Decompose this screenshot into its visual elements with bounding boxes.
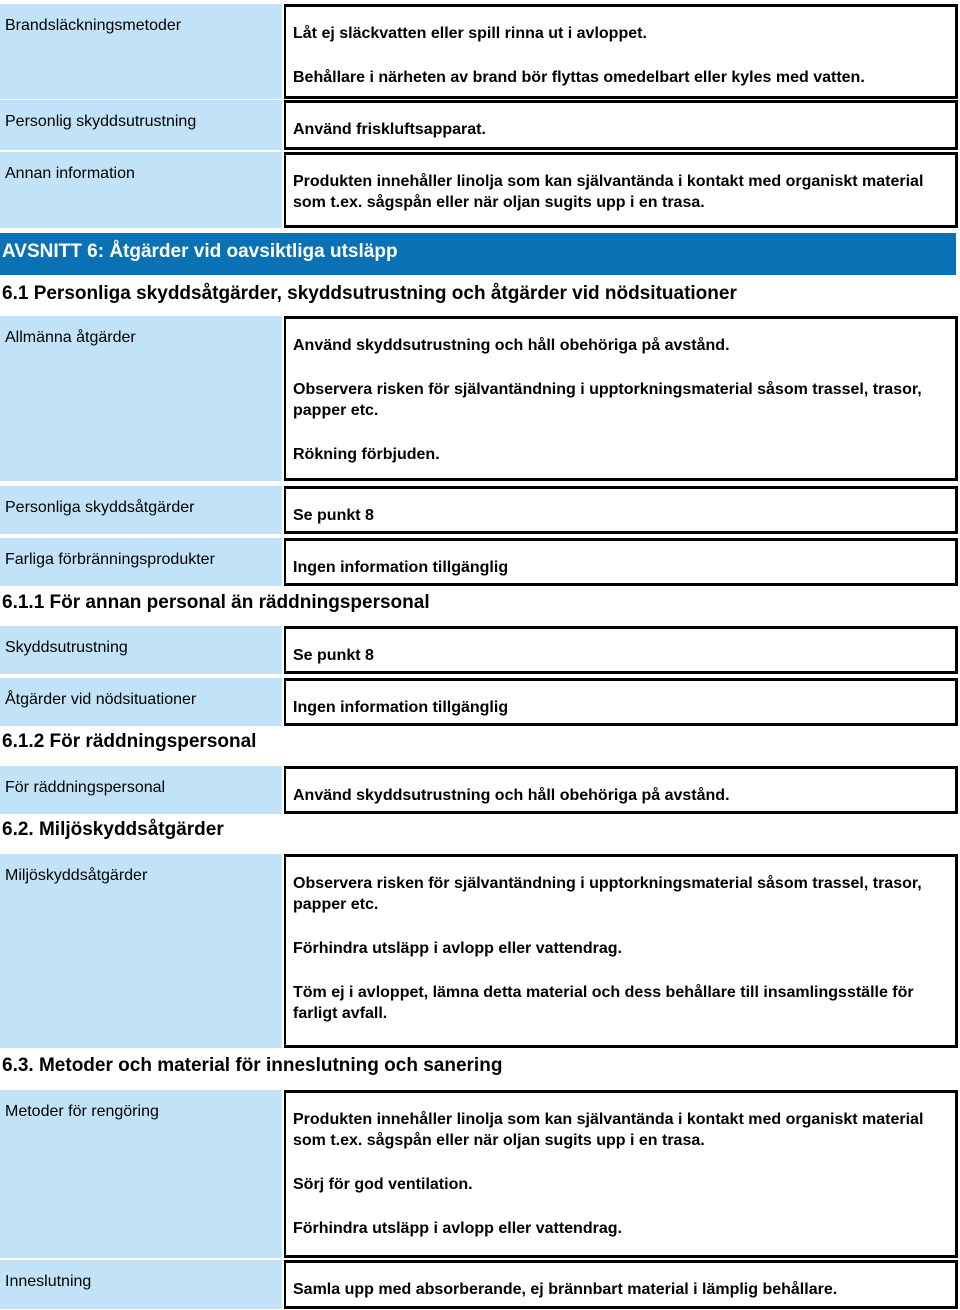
row-value (284, 100, 958, 150)
value-text: Förhindra utsläpp i avlopp eller vattendrag. (293, 940, 622, 957)
row-personliga-skyddsatgarder (0, 486, 960, 534)
row-label: Miljöskyddsåtgärder (0, 854, 282, 1048)
value-text: Observera risken för självantändning i upptorkningsmaterial såsom trassel, trasor, papper etc. (293, 875, 922, 913)
value-text: Observera risken för självantändning i upptorkningsmaterial såsom trassel, trasor, papper etc. (293, 381, 922, 419)
row-value (284, 152, 958, 228)
section-title: AVSNITT 6: Åtgärder vid oavsiktliga utsläpp (0, 233, 956, 275)
value-text: Använd skyddsutrustning och håll obehöriga på avstånd. (293, 787, 730, 804)
row-metoder-for-rengoring (0, 1090, 960, 1258)
row-value (284, 1260, 958, 1309)
row-value (284, 4, 958, 99)
value-text: Se punkt 8 (293, 647, 374, 664)
row-allmanna-atgarder (0, 316, 960, 481)
heading-6-1: 6.1 Personliga skyddsåtgärder, skyddsutrustning och åtgärder vid nödsituationer (2, 283, 737, 304)
value-text: Behållare i närheten av brand bör flyttas omedelbart eller kyles med vatten. (293, 69, 865, 86)
row-label: Annan information (0, 152, 282, 228)
value-text: Använd skyddsutrustning och håll obehöriga på avstånd. (293, 337, 730, 354)
row-farliga-forbranningsprodukter (0, 538, 960, 586)
row-label: Personlig skyddsutrustning (0, 100, 282, 150)
row-skyddsutrustning (0, 626, 960, 674)
row-annan-information (0, 152, 960, 228)
row-label: Farliga förbränningsprodukter (0, 538, 282, 586)
row-value (284, 766, 958, 814)
value-text: Ingen information tillgänglig (293, 699, 509, 716)
row-label: Skyddsutrustning (0, 626, 282, 674)
row-for-raddningspersonal (0, 766, 960, 814)
heading-6-1-2: 6.1.2 För räddningspersonal (2, 731, 257, 752)
value-text: Produkten innehåller linolja som kan självantända i kontakt med organiskt material som t.ex. sågspån eller när oljan sugits upp i en trasa. (293, 1111, 924, 1149)
row-value (284, 1090, 958, 1258)
heading-6-2: 6.2. Miljöskyddsåtgärder (2, 819, 224, 840)
row-label: Allmänna åtgärder (0, 316, 282, 481)
value-text: Se punkt 8 (293, 507, 374, 524)
value-text: Töm ej i avloppet, lämna detta material och dess behållare till insamlingsställe för farligt avfall. (293, 984, 914, 1022)
row-value (284, 678, 958, 726)
row-value (284, 854, 958, 1048)
row-label: Åtgärder vid nödsituationer (0, 678, 282, 726)
row-personlig-skyddsutrustning (0, 100, 960, 150)
row-label: Personliga skyddsåtgärder (0, 486, 282, 534)
row-atgarder-vid-nodsituationer (0, 678, 960, 726)
value-text: Rökning förbjuden. (293, 446, 440, 463)
value-text: Låt ej släckvatten eller spill rinna ut i avloppet. (293, 25, 647, 42)
row-label: Inneslutning (0, 1260, 282, 1309)
value-text: Samla upp med absorberande, ej brännbart material i lämplig behållare. (293, 1281, 838, 1298)
row-label: Metoder för rengöring (0, 1090, 282, 1258)
row-value (284, 626, 958, 674)
value-text: Produkten innehåller linolja som kan självantända i kontakt med organiskt material som t.ex. sågspån eller när oljan sugits upp i en trasa. (293, 173, 924, 211)
row-value (284, 316, 958, 481)
row-inneslutning (0, 1260, 960, 1309)
value-text: Använd friskluftsapparat. (293, 121, 486, 138)
row-value (284, 486, 958, 534)
row-label: För räddningspersonal (0, 766, 282, 814)
value-text: Förhindra utsläpp i avlopp eller vattendrag. (293, 1220, 622, 1237)
heading-6-1-1: 6.1.1 För annan personal än räddningspersonal (2, 592, 430, 613)
row-label: Brandsläckningsmetoder (0, 4, 282, 99)
value-text: Sörj för god ventilation. (293, 1176, 473, 1193)
heading-6-3: 6.3. Metoder och material för inneslutning och sanering (2, 1055, 503, 1076)
value-text: Ingen information tillgänglig (293, 559, 509, 576)
row-value (284, 538, 958, 586)
row-brandslackningsmetoder (0, 4, 960, 99)
row-miljoskyddsatgarder (0, 854, 960, 1048)
